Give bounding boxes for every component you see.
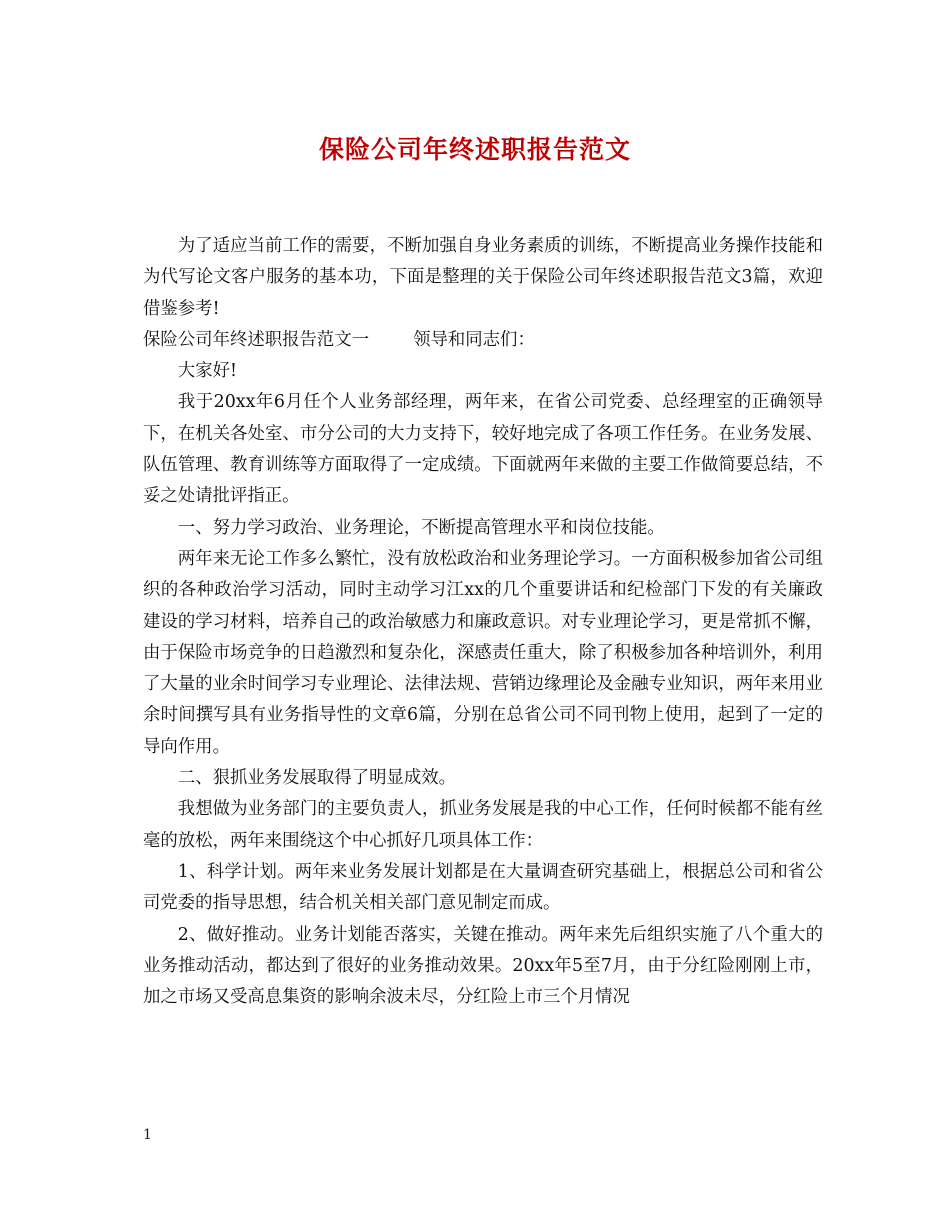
page-number: 1 [143, 1127, 152, 1143]
document-title: 保险公司年终述职报告范文 [318, 135, 631, 164]
list-item-planning: 1、科学计划。两年来业务发展计划都是在大量调查研究基础上，根据总公司和省公司党委的指导思想，结合机关相关部门意见制定而成。 [143, 861, 823, 914]
section-heading-line [143, 325, 823, 356]
heading-one: 一、努力学习政治、业务理论，不断提高管理水平和岗位技能。 [177, 517, 665, 538]
section-title: 保险公司年终述职报告范文一 [143, 329, 370, 350]
greeting: 大家好! [177, 361, 237, 382]
list-item-promotion: 2、做好推动。业务计划能否落实，关键在推动。两年来先后组织实施了八个重大的业务推动活动，都达到了很好的业务推动效果。20xx年5至7月，由于分红险刚刚上市，加之市场又受高息集资的影响余波未尽，分红险上市三个月情况 [143, 924, 823, 1008]
heading-two: 二、狠抓业务发展取得了明显成效。 [177, 768, 457, 789]
document-body [143, 231, 823, 1013]
body-paragraph: 我于20xx年6月任个人业务部经理，两年来，在省公司党委、总经理室的正确领导下，在机关各处室、市分公司的大力支持下，较好地完成了各项工作任务。在业务发展、队伍管理、教育训练等方面取得了一定成绩。下面就两年来做的主要工作做简要总结，不妥之处请批评指正。 [143, 392, 823, 507]
salutation: 领导和同志们： [413, 329, 535, 350]
intro-paragraph: 为了适应当前工作的需要，不断加强自身业务素质的训练，不断提高业务操作技能和为代写论文客户服务的基本功，下面是整理的关于保险公司年终述职报告范文3篇，欢迎借鉴参考! [143, 236, 823, 319]
body-paragraph: 两年来无论工作多么繁忙，没有放松政治和业务理论学习。一方面积极参加省公司组织的各种政治学习活动，同时主动学习江xx的几个重要讲话和纪检部门下发的有关廉政建设的学习材料，培养自己的政治敏感力和廉政意识。对专业理论学习，更是常抓不懈，由于保险市场竞争的日趋激烈和复杂化，深感责任重大，除了积极参加各种培训外，利用了大量的业余时间学习专业理论、法律法规、营销边缘理论及金融专业知识，两年来用业余时间撰写具有业务指导性的文章6篇，分别在总省公司不同刊物上使用，起到了一定的导向作用。 [143, 548, 823, 757]
body-paragraph: 我想做为业务部门的主要负责人，抓业务发展是我的中心工作，任何时候都不能有丝毫的放松，两年来围绕这个中心抓好几项具体工作： [143, 799, 823, 851]
